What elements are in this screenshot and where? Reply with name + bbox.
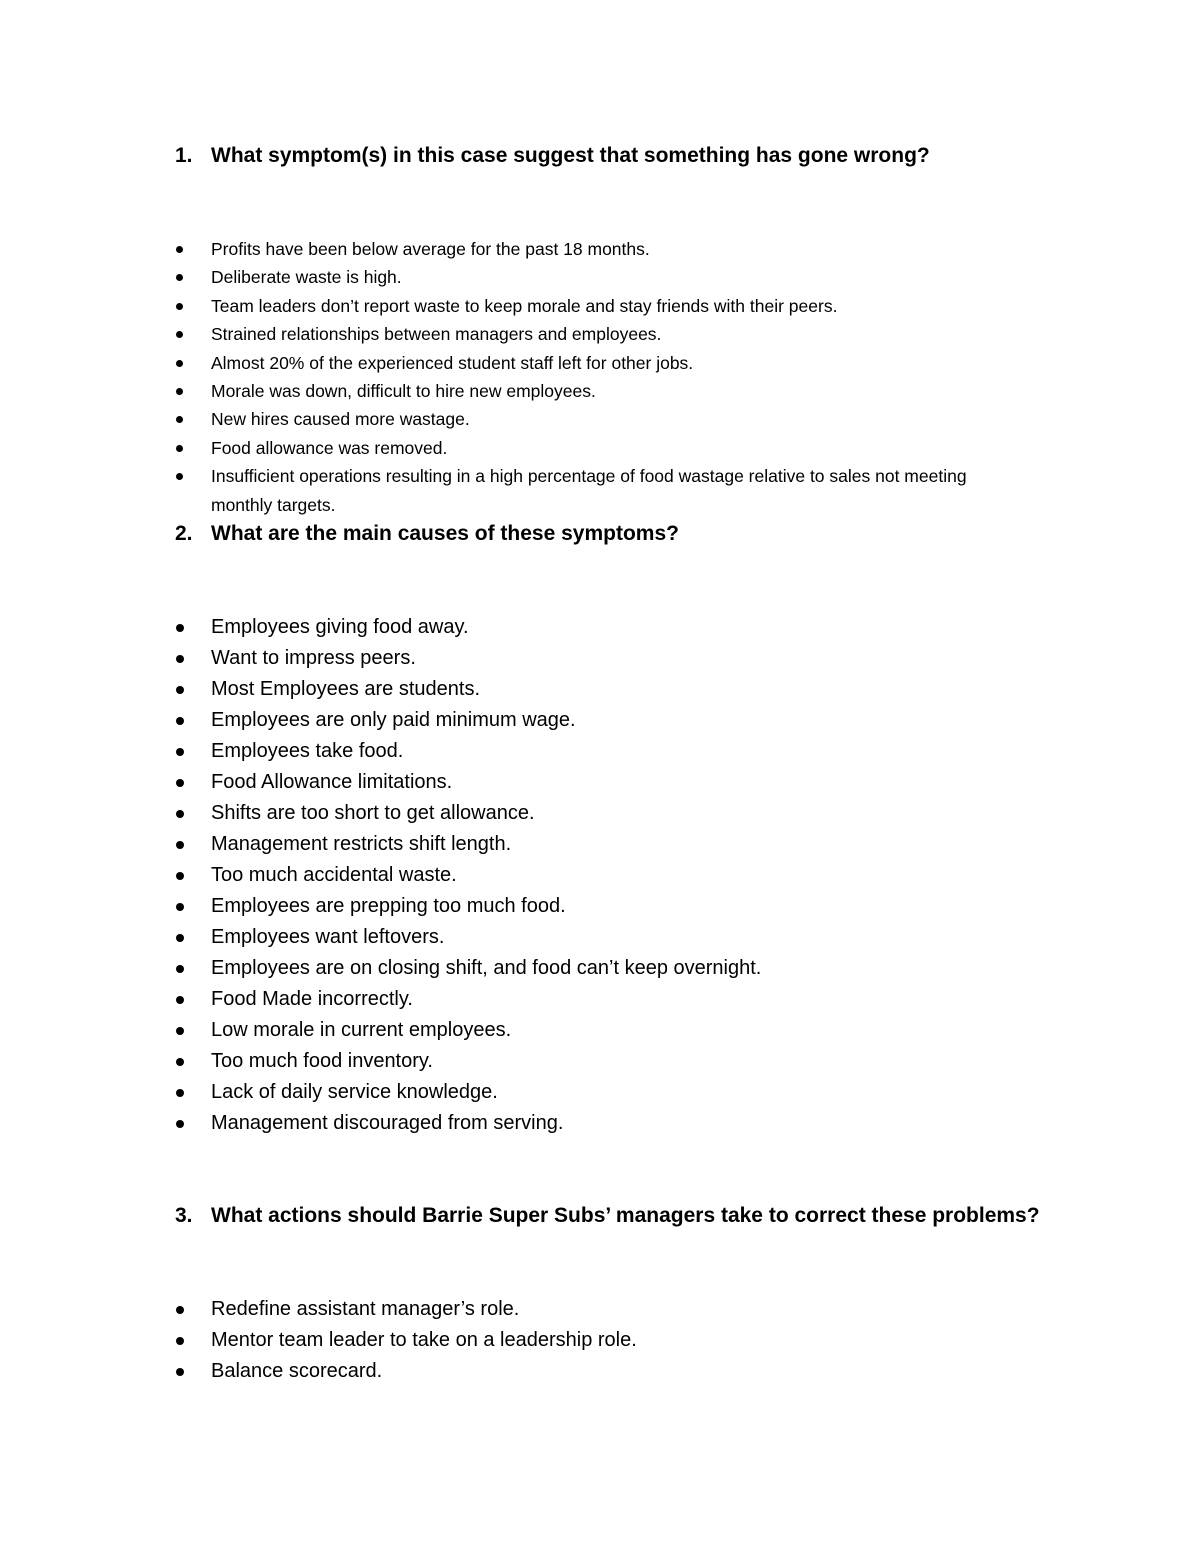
list-item: Team leaders don’t report waste to keep morale and stay friends with their peers.: [175, 292, 1015, 320]
list-item: Employees want leftovers.: [175, 922, 1015, 953]
list-item: Too much accidental waste.: [175, 860, 1015, 891]
question-title: What are the main causes of these symptoms?: [211, 522, 679, 545]
list-item: Redefine assistant manager’s role.: [175, 1294, 1015, 1325]
list-item: Too much food inventory.: [175, 1046, 1015, 1077]
list-item: Strained relationships between managers and employees.: [175, 320, 1015, 348]
list-item: Deliberate waste is high.: [175, 263, 1015, 291]
list-item: Want to impress peers.: [175, 643, 1015, 674]
list-item: Most Employees are students.: [175, 674, 1015, 705]
list-item: Employees giving food away.: [175, 612, 1015, 643]
question-title: What actions should Barrie Super Subs’ managers take to correct these problems?: [211, 1204, 1040, 1227]
symptoms-list: [175, 235, 1015, 519]
question-2-heading: [175, 520, 679, 548]
question-number: 1.: [175, 144, 193, 167]
list-item: Mentor team leader to take on a leadership role.: [175, 1325, 1015, 1356]
list-item: Employees are prepping too much food.: [175, 891, 1015, 922]
list-item: Lack of daily service knowledge.: [175, 1077, 1015, 1108]
list-item: Food Allowance limitations.: [175, 767, 1015, 798]
list-item: Employees take food.: [175, 736, 1015, 767]
question-title: What symptom(s) in this case suggest that something has gone wrong?: [211, 144, 930, 167]
list-item: Low morale in current employees.: [175, 1015, 1015, 1046]
list-item: Almost 20% of the experienced student staff left for other jobs.: [175, 349, 1015, 377]
question-number: 3.: [175, 1204, 193, 1227]
question-1-heading: [175, 142, 930, 170]
list-item: Management discouraged from serving.: [175, 1108, 1015, 1139]
list-item: New hires caused more wastage.: [175, 405, 1015, 433]
list-item: Balance scorecard.: [175, 1356, 1015, 1387]
list-item: Employees are on closing shift, and food can’t keep overnight.: [175, 953, 1015, 984]
question-3-heading: [175, 1202, 1040, 1230]
list-item: Food Made incorrectly.: [175, 984, 1015, 1015]
actions-list: [175, 1294, 1015, 1387]
list-item: Management restricts shift length.: [175, 829, 1015, 860]
list-item: Insufficient operations resulting in a high percentage of food wastage relative to sales not meeting monthly targets.: [175, 462, 1015, 519]
list-item: Food allowance was removed.: [175, 434, 1015, 462]
list-item: Morale was down, difficult to hire new employees.: [175, 377, 1015, 405]
question-number: 2.: [175, 522, 193, 545]
list-item: Shifts are too short to get allowance.: [175, 798, 1015, 829]
list-item: Employees are only paid minimum wage.: [175, 705, 1015, 736]
causes-list: [175, 612, 1015, 1139]
list-item: Profits have been below average for the past 18 months.: [175, 235, 1015, 263]
